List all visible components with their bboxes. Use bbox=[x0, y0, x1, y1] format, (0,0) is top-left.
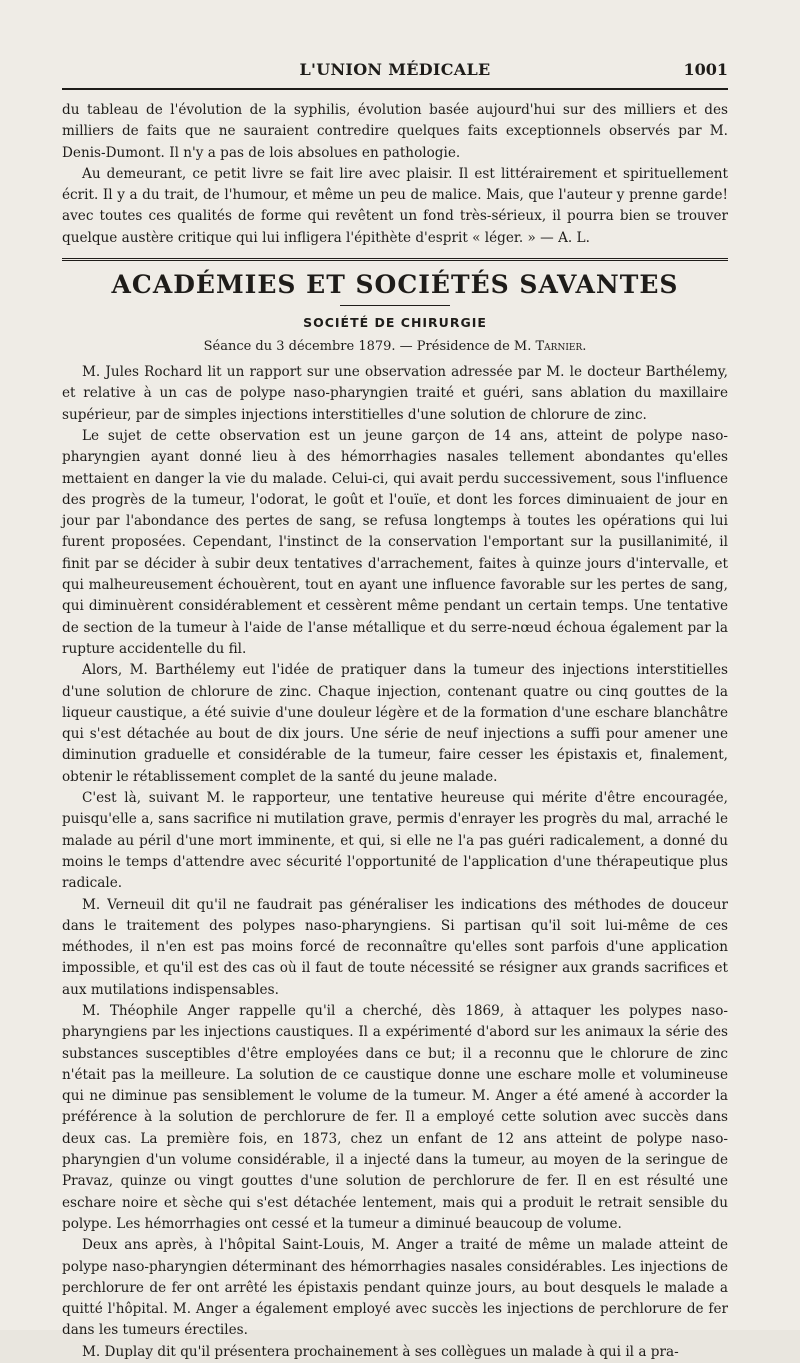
society-name: SOCIÉTÉ DE CHIRURGIE bbox=[303, 315, 487, 331]
page-number: 1001 bbox=[683, 60, 728, 79]
body-paragraph: M. Verneuil dit qu'il ne faudrait pas généraliser les indications des méthodes de douceur dans le traitement des polypes naso-pharyngiens. Si partisan qu'il soit lui-même de ces méthodes, il n'en est pas moins forcé de reconnaître qu'elles sont parfois d'une application impossible, et qu'il est des cas où il faut de toute nécessité se résigner aux grands sacrifices et aux mutilations indispensables. bbox=[62, 896, 728, 998]
seance-end: . bbox=[582, 339, 587, 355]
seance-date: Séance du 3 décembre 1879. — Présidence de M. bbox=[203, 339, 536, 355]
body-paragraph: Deux ans après, à l'hôpital Saint-Louis, M. Anger a traité de même un malade atteint de polype naso-pharyngien déterminant des hémorrhagies nasales considérables. Les injections de perchlorure de fer ont arrêté les épistaxis pendant quinze jours, au bout desquels le malade a quitté l'hôpital. M. Anger a également employé avec succès les injections de perchlorure de fer dans les tumeurs érectiles. bbox=[62, 1237, 728, 1339]
page-content bbox=[62, 100, 728, 1363]
journal-title: L'UNION MÉDICALE bbox=[299, 60, 491, 79]
body-paragraph: M. Théophile Anger rappelle qu'il a cherché, dès 1869, à attaquer les polypes naso-pharyngiens par les injections caustiques. Il a expérimenté d'abord sur les animaux la série des substances susceptibles d'être employées dans ce but; il a reconnu que le chlorure de zinc n'était pas la meilleure. La solution de ce caustique donne une eschare molle et volumineuse qui ne diminue pas sensiblement le volume de la tumeur. M. Anger a été amené à accorder la préférence à la solution de perchlorure de fer. Il a employé cette solution avec succès dans deux cas. La première fois, en 1873, chez un enfant de 12 ans atteint de polype naso-pharyngien d'un volume considérable, il a injecté dans la tumeur, au moyen de la seringue de Pravaz, quinze ou vingt gouttes d'une solution de perchlorure de fer. Il en est résulté une eschare noire et sèche qui s'est détachée lentement, mais qui a produit le retrait sensible du polype. Les hémorrhagies ont cessé et la tumeur a diminué beaucoup de volume. bbox=[62, 1002, 728, 1232]
running-header bbox=[62, 60, 728, 86]
review-paragraph: Au demeurant, ce petit livre se fait lire avec plaisir. Il est littérairement et spirituellement écrit. Il y a du trait, de l'humour, et même un peu de malice. Mais, que l'auteur y prenne garde! avec toutes ces qualités de forme qui revêtent un fond très-sérieux, il pourra bien se trouver quelque austère critique qui lui infligera l'épithète d'esprit « léger. » — A. L. bbox=[62, 165, 728, 246]
review-paragraph: du tableau de l'évolution de la syphilis, évolution basée aujourd'hui sur des milliers et des milliers de faits que ne sauraient contredire quelques faits exceptionnels observés par M. Denis-Dumont. Il n'y a pas de lois absolues en pathologie. bbox=[62, 102, 728, 161]
body-paragraph: M. Duplay dit qu'il présentera prochainement à ses collègues un malade à qui il a pra- bbox=[82, 1343, 679, 1360]
body-paragraph: M. Jules Rochard lit un rapport sur une observation adressée par M. le docteur Barthélemy, et relative à un cas de polype naso-pharyngien traité et guéri, sans ablation du maxillaire supérieur, par de simples injections interstitielles d'une solution de chlorure de zinc. bbox=[62, 364, 728, 423]
header-rule bbox=[62, 88, 728, 90]
body-paragraph: Alors, M. Barthélemy eut l'idée de pratiquer dans la tumeur des injections interstitielles d'une solution de chlorure de zinc. Chaque injection, contenant quatre ou cinq gouttes de la liqueur caustique, a été suivie d'une douleur légère et de la formation d'une eschare blanchâtre qui s'est détachée au bout de dix jours. Une série de neuf injections a suffi pour amener une diminution graduelle et considérable de la tumeur, faire cesser les épistaxis et, finalement, obtenir le rétablissement complet de la santé du jeune malade. bbox=[62, 662, 728, 785]
seance-line bbox=[62, 338, 728, 356]
body-paragraph: Le sujet de cette observation est un jeune garçon de 14 ans, atteint de polype naso-pharyngien ayant donné lieu à des hémorrhagies nasales tellement abondantes qu'elles mettaient en danger la vie du malade. Celui-ci, qui avait perdu successivement, sous l'influence des progrès de la tumeur, l'odorat, le goût et l'ouïe, et dont les forces diminuaient de jour en jour par l'abondance des pertes de sang, se refusa longtemps à toutes les opérations qui lui furent proposées. Cependant, l'instinct de la conservation l'emportant sur la pusillanimité, il finit par se décider à subir deux tentatives d'arrachement, faites à quinze jours d'intervalle, et qui malheureusement échouèrent, tout en ayant une influence favorable sur les pertes de sang, qui diminuèrent considérablement et cessèrent même pendant un certain temps. Une tentative de section de la tumeur à l'aide de l'anse métallique et du serre-nœud échoua également par la rupture accidentelle du fil. bbox=[62, 427, 728, 657]
section-title: ACADÉMIES ET SOCIÉTÉS SAVANTES bbox=[111, 270, 679, 300]
president-name: Tarnier bbox=[535, 339, 583, 355]
title-underline bbox=[340, 305, 450, 306]
section-divider bbox=[62, 258, 728, 261]
body-paragraph: C'est là, suivant M. le rapporteur, une tentative heureuse qui mérite d'être encouragée, puisqu'elle a, sans sacrifice ni mutilation grave, permis d'enrayer les progrès du mal, arraché le malade au péril d'une mort imminente, et qui, si elle ne l'a pas guéri radicalement, a donné du moins le temps d'attendre avec sécurité l'opportunité de l'application d'une thérapeutique plus radicale. bbox=[62, 790, 728, 892]
